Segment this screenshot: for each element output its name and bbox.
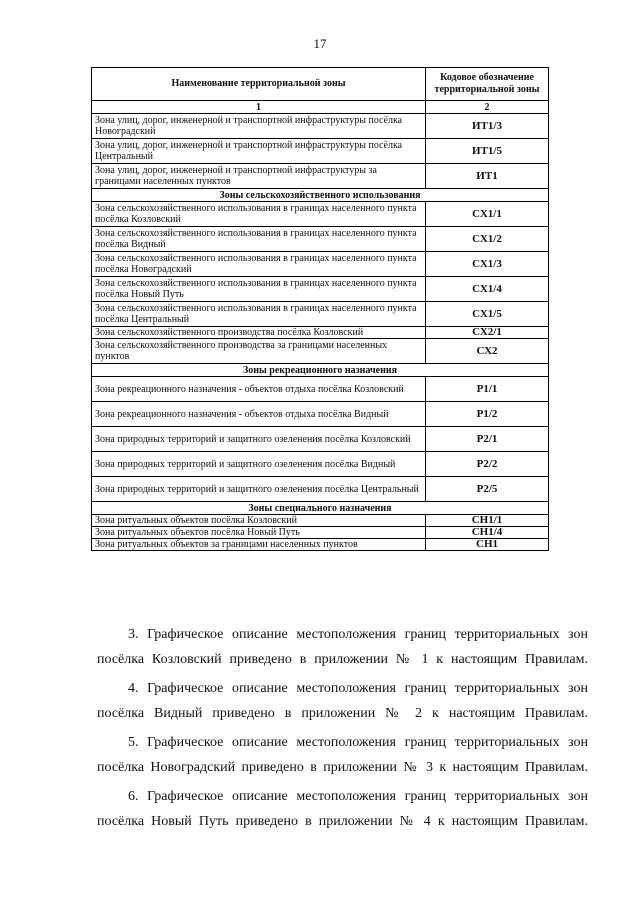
paragraph-line: посёлка Новый Путь приведено в приложении № 4 к настоящим Правилам. — [97, 814, 588, 829]
zone-name-cell: Зона сельскохозяйственного использования в границах населенного пункта посёлка Видный — [92, 227, 426, 252]
zone-name-cell: Зона сельскохозяйственного производства за границами населенных пунктов — [92, 339, 426, 364]
table-header-row — [92, 68, 549, 101]
zone-name-cell: Зона природных территорий и защитного озеленения посёлка Козловский — [92, 427, 426, 452]
zone-code-cell: Р1/2 — [426, 402, 549, 427]
zone-code-cell: ИТ1/3 — [426, 114, 549, 139]
section-title: Зоны специального назначения — [92, 502, 549, 515]
table-row — [92, 427, 549, 452]
zone-name-cell: Зона природных территорий и защитного озеленения посёлка Центральный — [92, 477, 426, 502]
zone-code-cell: СХ1/5 — [426, 302, 549, 327]
zone-code-cell: СХ1/2 — [426, 227, 549, 252]
paragraph — [97, 784, 588, 834]
table-section-row — [92, 502, 549, 515]
paragraph-line: 4. Графическое описание местоположения границ территориальных зон — [128, 681, 588, 696]
table-row — [92, 327, 549, 339]
zone-code-cell: Р1/1 — [426, 377, 549, 402]
zone-name-cell: Зона рекреационного назначения - объектов отдыха посёлка Видный — [92, 402, 426, 427]
zone-name-cell: Зона ритуальных объектов за границами населенных пунктов — [92, 539, 426, 551]
zone-code-cell: ИТ1/5 — [426, 139, 549, 164]
column-number-1: 1 — [92, 101, 426, 114]
header-zone-code: Кодовое обозначение территориальной зоны — [426, 68, 549, 101]
paragraph-line: посёлка Козловский приведено в приложении № 1 к настоящим Правилам. — [97, 652, 588, 667]
table-row — [92, 252, 549, 277]
zone-code-cell: ИТ1 — [426, 164, 549, 189]
table-row — [92, 539, 549, 551]
table-row — [92, 114, 549, 139]
paragraph-line: 6. Графическое описание местоположения границ территориальных зон — [128, 789, 588, 804]
zone-code-cell: СН1 — [426, 539, 549, 551]
zone-code-cell: Р2/5 — [426, 477, 549, 502]
column-number-row — [92, 101, 549, 114]
zone-code-cell: СХ1/3 — [426, 252, 549, 277]
zone-name-cell: Зона сельскохозяйственного использования в границах населенного пункта посёлка Козловский — [92, 202, 426, 227]
zone-name-cell: Зона сельскохозяйственного использования в границах населенного пункта посёлка Новый Путь — [92, 277, 426, 302]
table-row — [92, 302, 549, 327]
zone-code-cell: Р2/1 — [426, 427, 549, 452]
table-row — [92, 277, 549, 302]
header-zone-name: Наименование территориальной зоны — [92, 68, 426, 101]
zone-name-cell: Зона улиц, дорог, инженерной и транспортной инфраструктуры посёлка Новоградский — [92, 114, 426, 139]
paragraph-line: 5. Графическое описание местоположения границ территориальных зон — [128, 735, 588, 750]
paragraph-line: посёлка Новоградский приведено в приложении № 3 к настоящим Правилам. — [97, 760, 588, 775]
paragraph — [97, 676, 588, 726]
zone-name-cell: Зона сельскохозяйственного использования в границах населенного пункта посёлка Центральный — [92, 302, 426, 327]
table-row — [92, 477, 549, 502]
table-row — [92, 527, 549, 539]
zone-code-cell: СХ1/1 — [426, 202, 549, 227]
paragraph — [97, 622, 588, 672]
table-row — [92, 339, 549, 364]
page-number: 17 — [313, 36, 327, 51]
table-row — [92, 402, 549, 427]
table-row — [92, 227, 549, 252]
zone-name-cell: Зона сельскохозяйственного производства посёлка Козловский — [92, 327, 426, 339]
zone-code-cell: СХ2 — [426, 339, 549, 364]
table-row — [92, 139, 549, 164]
zone-name-cell: Зона природных территорий и защитного озеленения посёлка Видный — [92, 452, 426, 477]
zone-name-cell: Зона улиц, дорог, инженерной и транспортной инфраструктуры за границами населенных пунктов — [92, 164, 426, 189]
zone-code-cell: СН1/1 — [426, 515, 549, 527]
zone-code-cell: СХ2/1 — [426, 327, 549, 339]
body-paragraphs — [97, 622, 588, 838]
column-number-2: 2 — [426, 101, 549, 114]
paragraph-line: 3. Графическое описание местоположения границ территориальных зон — [128, 627, 588, 642]
paragraph-line: посёлка Видный приведено в приложении № 2 к настоящим Правилам. — [97, 706, 588, 721]
zone-code-cell: Р2/2 — [426, 452, 549, 477]
territorial-zones-table — [91, 67, 549, 551]
table-row — [92, 377, 549, 402]
paragraph — [97, 730, 588, 780]
zone-name-cell: Зона сельскохозяйственного использования в границах населенного пункта посёлка Новоградский — [92, 252, 426, 277]
table-row — [92, 452, 549, 477]
section-title: Зоны сельскохозяйственного использования — [92, 189, 549, 202]
zone-code-cell: СН1/4 — [426, 527, 549, 539]
table-section-row — [92, 189, 549, 202]
zone-name-cell: Зона ритуальных объектов посёлка Козловский — [92, 515, 426, 527]
table-body — [92, 101, 549, 551]
table-section-row — [92, 364, 549, 377]
section-title: Зоны рекреационного назначения — [92, 364, 549, 377]
zone-code-cell: СХ1/4 — [426, 277, 549, 302]
table-row — [92, 202, 549, 227]
zone-name-cell: Зона улиц, дорог, инженерной и транспортной инфраструктуры посёлка Центральный — [92, 139, 426, 164]
zone-name-cell: Зона рекреационного назначения - объектов отдыха посёлка Козловский — [92, 377, 426, 402]
table-row — [92, 515, 549, 527]
table-row — [92, 164, 549, 189]
zone-name-cell: Зона ритуальных объектов посёлка Новый Путь — [92, 527, 426, 539]
